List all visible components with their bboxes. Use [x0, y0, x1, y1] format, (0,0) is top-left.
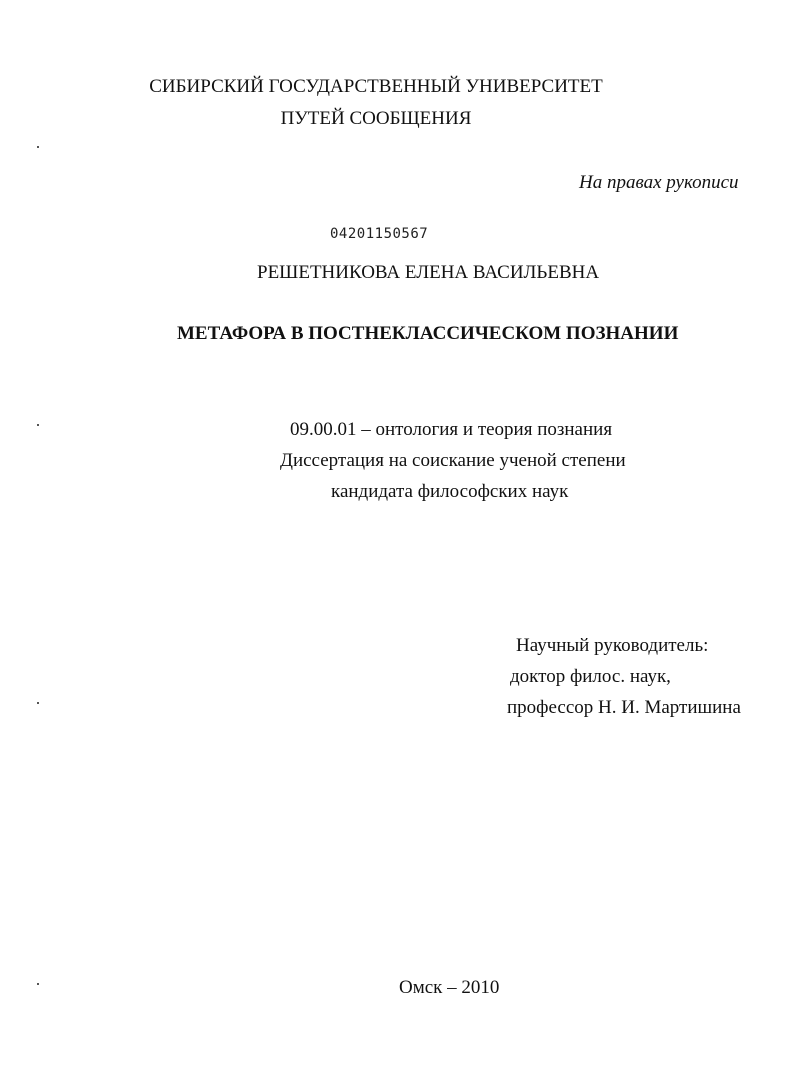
rights-note: На правах рукописи: [579, 172, 739, 193]
university-name-line2: ПУТЕЙ СООБЩЕНИЯ: [280, 108, 472, 129]
scan-mark: [37, 702, 39, 704]
supervisor-degree: доктор филос. наук,: [510, 666, 671, 687]
university-name-line1: СИБИРСКИЙ ГОСУДАРСТВЕННЫЙ УНИВЕРСИТЕТ: [149, 76, 603, 97]
supervisor-name: профессор Н. И. Мартишина: [507, 697, 741, 718]
degree-field: кандидата философских наук: [331, 481, 569, 502]
registration-code: 04201150567: [330, 226, 429, 242]
supervisor-label: Научный руководитель:: [516, 635, 709, 656]
specialty-code: 09.00.01 – онтология и теория познания: [290, 419, 613, 440]
scan-mark: [37, 424, 39, 426]
degree-line: Диссертация на соискание ученой степени: [280, 450, 626, 471]
scan-mark: [37, 983, 39, 985]
city-year: Омск – 2010: [399, 977, 500, 998]
dissertation-title: МЕТАФОРА В ПОСТНЕКЛАССИЧЕСКОМ ПОЗНАНИИ: [177, 323, 679, 344]
author-name: РЕШЕТНИКОВА ЕЛЕНА ВАСИЛЬЕВНА: [257, 262, 600, 283]
scan-mark: [37, 146, 39, 148]
